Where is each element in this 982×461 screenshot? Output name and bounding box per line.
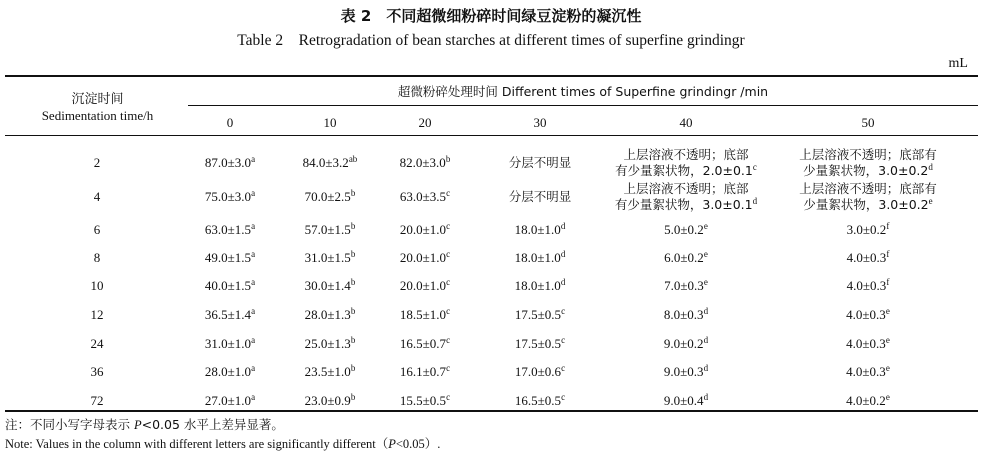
cell-line [480, 278, 600, 294]
cell-value: 16.5±0.7 [399, 336, 447, 351]
cell-line [776, 163, 961, 179]
significance-letter: b [350, 335, 356, 345]
cell-line [776, 147, 961, 163]
cell-line [275, 222, 385, 238]
cell-value: 16.5±0.5 [514, 393, 562, 408]
significance-letter: d [752, 196, 758, 206]
table-cell [275, 336, 385, 352]
cell-value: 17.5±0.5 [514, 307, 562, 322]
cell-line [275, 364, 385, 380]
table-cell [275, 278, 385, 294]
table-cell [480, 278, 600, 294]
cell-line [375, 336, 475, 352]
row-time-36h: 36 [90, 364, 104, 379]
table-cell [776, 364, 961, 380]
table-cell [375, 336, 475, 352]
cell-value: 20.0±1.0 [399, 278, 447, 293]
cell-line [375, 278, 475, 294]
cell-line [175, 336, 285, 352]
significance-letter: a [251, 363, 256, 373]
cell-line [375, 250, 475, 266]
cell-line [175, 250, 285, 266]
cell-line [776, 181, 961, 197]
significance-letter: d [560, 221, 566, 231]
cell-value: 4.0±0.3 [846, 336, 886, 351]
row-time-4h: 4 [93, 189, 101, 204]
table-cell [599, 250, 774, 266]
cell-value: 9.0±0.3 [663, 364, 704, 379]
significance-letter: f [886, 249, 890, 259]
table-cell [599, 147, 774, 179]
significance-letter: c [446, 188, 451, 198]
cell-line [599, 278, 774, 294]
table-cell [480, 189, 600, 205]
cell-value: 17.0±0.6 [514, 364, 562, 379]
significance-letter: e [885, 392, 890, 402]
cell-line [275, 393, 385, 409]
cell-value: 36.5±1.4 [204, 307, 252, 322]
cell-line [599, 393, 774, 409]
table-cell [375, 189, 475, 205]
table-cell [375, 278, 475, 294]
top-rule [5, 75, 978, 77]
cell-line [480, 393, 600, 409]
significance-letter: e [703, 249, 708, 259]
significance-letter: c [561, 335, 566, 345]
cell-value: 上层溶液不透明；底部有 [799, 181, 937, 196]
cell-value: 82.0±3.0 [399, 155, 446, 170]
cell-line [175, 278, 285, 294]
table-cell [175, 307, 285, 323]
table-cell [480, 307, 600, 323]
table-cell [599, 278, 774, 294]
table-cell [776, 250, 961, 266]
cell-value: 分层不明显 [508, 189, 572, 204]
table-cell [599, 181, 774, 213]
row-time-2h: 2 [93, 155, 101, 170]
table-cell [275, 155, 385, 171]
significance-letter: e [885, 306, 890, 316]
column-header-30-min: 30 [533, 115, 547, 130]
cell-value: 3.0±0.2 [846, 222, 887, 237]
table-cell [776, 278, 961, 294]
cell-line [599, 181, 774, 197]
cell-line [175, 189, 285, 205]
significance-letter: e [703, 277, 708, 287]
cell-value: 63.0±3.5 [399, 189, 447, 204]
note-en-prefix: Note: Values in the column with different letters are significantly different（ [5, 437, 389, 451]
row-time-12h: 12 [90, 307, 104, 322]
table-title-cn: 表 2 不同超微细粉碎时间绿豆淀粉的凝沉性 [340, 7, 642, 25]
cell-value: 30.0±1.4 [304, 278, 351, 293]
row-time-24h: 24 [90, 336, 104, 351]
cell-line [480, 364, 600, 380]
table-cell [175, 278, 285, 294]
cell-value: 25.0±1.3 [304, 336, 351, 351]
table-cell [776, 393, 961, 409]
cell-value: 15.5±0.5 [399, 393, 447, 408]
note-en [5, 436, 440, 452]
significance-letter: b [350, 306, 356, 316]
grinding-time-header [188, 84, 978, 100]
cell-value: 少量絮状物，3.0±0.2 [803, 197, 929, 212]
cell-value: 上层溶液不透明；底部 [623, 181, 749, 196]
significance-letter: d [560, 249, 566, 259]
table-cell [599, 364, 774, 380]
cell-line [776, 278, 961, 294]
cell-line [375, 307, 475, 323]
significance-letter: d [703, 306, 709, 316]
table-cell [275, 250, 385, 266]
significance-letter: d [703, 392, 709, 402]
row-time-10h: 10 [90, 278, 104, 293]
cell-value: 31.0±1.0 [204, 336, 252, 351]
cell-line [599, 250, 774, 266]
significance-letter: b [350, 277, 356, 287]
row-time-8h: 8 [93, 250, 101, 265]
cell-line [480, 222, 600, 238]
significance-letter: c [446, 335, 451, 345]
cell-value: 4.0±0.3 [846, 307, 886, 322]
column-header-40-min: 40 [679, 115, 693, 130]
cell-value: 84.0±3.2 [302, 155, 349, 170]
table-cell [275, 189, 385, 205]
significance-letter: c [446, 221, 451, 231]
significance-letter: a [251, 249, 256, 259]
cell-line [375, 222, 475, 238]
significance-letter: b [350, 392, 356, 402]
table-cell [275, 364, 385, 380]
cell-line [599, 163, 774, 179]
cell-line [776, 336, 961, 352]
significance-letter: d [703, 335, 709, 345]
significance-letter: e [885, 363, 890, 373]
cell-line [480, 189, 600, 205]
table-cell [480, 250, 600, 266]
table-cell [776, 181, 961, 213]
cell-value: 23.0±0.9 [304, 393, 351, 408]
sedimentation-header-cn: 沉淀时间 [71, 92, 124, 107]
table-cell [175, 250, 285, 266]
table-cell [175, 222, 285, 238]
cell-value: 23.5±1.0 [304, 364, 351, 379]
header-rule [5, 135, 978, 136]
table-cell [375, 307, 475, 323]
cell-value: 40.0±1.5 [204, 278, 252, 293]
cell-line [599, 307, 774, 323]
cell-value: 上层溶液不透明；底部有 [799, 147, 937, 162]
cell-value: 28.0±1.0 [204, 364, 252, 379]
significance-letter: c [752, 162, 757, 172]
table-cell [175, 336, 285, 352]
cell-line [275, 307, 385, 323]
table-cell [375, 250, 475, 266]
table-cell [375, 364, 475, 380]
cell-value: 18.0±1.0 [514, 278, 561, 293]
cell-value: 75.0±3.0 [204, 189, 252, 204]
significance-letter: d [928, 162, 933, 172]
cell-value: 63.0±1.5 [204, 222, 252, 237]
table-cell [175, 364, 285, 380]
cell-line [275, 278, 385, 294]
column-header-50-min: 50 [861, 115, 875, 130]
significance-letter: b [350, 249, 356, 259]
significance-letter: a [251, 188, 256, 198]
group-header-rule [188, 105, 978, 106]
significance-letter: a [251, 392, 256, 402]
table-cell [375, 155, 475, 171]
cell-value: 4.0±0.3 [846, 278, 887, 293]
table-cell [599, 307, 774, 323]
cell-line [776, 250, 961, 266]
significance-letter: c [446, 277, 451, 287]
table-cell [480, 364, 600, 380]
row-time-72h: 72 [90, 393, 104, 408]
cell-value: 49.0±1.5 [204, 250, 252, 265]
table-cell [599, 393, 774, 409]
cell-line [275, 336, 385, 352]
column-header-0-min: 0 [226, 115, 234, 130]
cell-value: 31.0±1.5 [304, 250, 351, 265]
sedimentation-header-en: Sedimentation time/h [41, 108, 154, 123]
cell-value: 17.5±0.5 [514, 336, 562, 351]
cell-line [480, 250, 600, 266]
unit-label: mL [948, 56, 968, 71]
significance-letter: d [560, 277, 566, 287]
note-cn [5, 417, 284, 433]
table-cell [375, 393, 475, 409]
cell-value: 7.0±0.3 [664, 278, 704, 293]
table-cell [776, 222, 961, 238]
cell-line [599, 197, 774, 213]
cell-value: 20.0±1.0 [399, 250, 447, 265]
table-cell [175, 393, 285, 409]
table-cell [776, 307, 961, 323]
significance-letter: c [446, 392, 451, 402]
table-cell [599, 222, 774, 238]
significance-letter: c [446, 249, 451, 259]
cell-line [175, 222, 285, 238]
table-cell [480, 393, 600, 409]
row-time-6h: 6 [93, 222, 101, 237]
cell-value: 28.0±1.3 [304, 307, 351, 322]
cell-value: 分层不明显 [508, 155, 572, 170]
table-cell [175, 189, 285, 205]
cell-line [175, 393, 285, 409]
cell-line [599, 147, 774, 163]
significance-letter: d [703, 363, 709, 373]
cell-value: 18.0±1.0 [514, 222, 561, 237]
significance-letter: b [350, 188, 356, 198]
cell-line [776, 393, 961, 409]
cell-value: 8.0±0.3 [663, 307, 704, 322]
cell-line [375, 155, 475, 171]
table-cell [275, 307, 385, 323]
column-header-10-min: 10 [323, 115, 337, 130]
significance-letter: c [561, 363, 566, 373]
cell-value: 87.0±3.0 [204, 155, 252, 170]
cell-line [375, 189, 475, 205]
cell-line [275, 189, 385, 205]
table-cell [175, 155, 285, 171]
cell-value: 9.0±0.4 [663, 393, 704, 408]
cell-value: 4.0±0.2 [846, 393, 886, 408]
cell-line [375, 393, 475, 409]
cell-line [375, 364, 475, 380]
column-header-20-min: 20 [418, 115, 432, 130]
significance-letter: f [886, 277, 890, 287]
note-cn-p: P [133, 418, 142, 432]
table-cell [275, 222, 385, 238]
significance-letter: c [446, 306, 451, 316]
significance-letter: ab [348, 154, 358, 164]
significance-letter: a [251, 221, 256, 231]
cell-line [175, 155, 285, 171]
significance-letter: e [928, 196, 933, 206]
cell-line [599, 364, 774, 380]
note-en-p: P [388, 437, 396, 451]
cell-line [480, 307, 600, 323]
note-cn-prefix: 注：不同小写字母表示 [5, 417, 134, 432]
significance-letter: c [561, 306, 566, 316]
significance-letter: b [445, 154, 451, 164]
note-en-suffix: <0.05）. [395, 437, 441, 451]
significance-letter: a [251, 335, 256, 345]
cell-value: 少量絮状物，3.0±0.2 [803, 163, 929, 178]
significance-letter: a [251, 277, 256, 287]
cell-value: 20.0±1.0 [399, 222, 447, 237]
cell-line [480, 155, 600, 171]
cell-line [776, 364, 961, 380]
cell-line [275, 155, 385, 171]
cell-value: 70.0±2.5 [304, 189, 351, 204]
table-cell [776, 147, 961, 179]
cell-value: 4.0±0.3 [846, 250, 887, 265]
cell-value: 18.0±1.0 [514, 250, 561, 265]
cell-value: 57.0±1.5 [304, 222, 351, 237]
significance-letter: a [251, 306, 256, 316]
table-cell [480, 336, 600, 352]
table-cell [480, 222, 600, 238]
table-cell [776, 336, 961, 352]
significance-letter: b [350, 221, 356, 231]
cell-value: 有少量絮状物，2.0±0.1 [615, 163, 753, 178]
cell-value: 5.0±0.2 [664, 222, 704, 237]
significance-letter: e [885, 335, 890, 345]
cell-line [776, 197, 961, 213]
significance-letter: e [703, 221, 708, 231]
table-title-en: Table 2 Retrogradation of bean starches at different times of superfine grindingr [237, 32, 745, 49]
cell-line [480, 336, 600, 352]
cell-value: 4.0±0.3 [846, 364, 886, 379]
significance-letter: a [251, 154, 256, 164]
cell-value: 6.0±0.2 [664, 250, 704, 265]
significance-letter: f [886, 221, 890, 231]
cell-value: 9.0±0.2 [663, 336, 704, 351]
bottom-rule [5, 410, 978, 412]
table-cell [375, 222, 475, 238]
table-cell [599, 336, 774, 352]
cell-value: 18.5±1.0 [399, 307, 447, 322]
cell-line [175, 307, 285, 323]
cell-value: 16.1±0.7 [399, 364, 447, 379]
cell-line [599, 336, 774, 352]
cell-line [175, 364, 285, 380]
cell-value: 上层溶液不透明；底部 [623, 147, 749, 162]
table-cell [480, 155, 600, 171]
cell-line [776, 222, 961, 238]
cell-value: 有少量絮状物，3.0±0.1 [614, 197, 753, 212]
cell-line [599, 222, 774, 238]
cell-line [275, 250, 385, 266]
significance-letter: c [561, 392, 566, 402]
significance-letter: b [350, 363, 356, 373]
significance-letter: c [446, 363, 451, 373]
table-cell [275, 393, 385, 409]
grinding-time-header-label: 超微粉碎处理时间 Different times of Superfine grindingr /min [397, 84, 769, 99]
note-cn-suffix: <0.05 水平上差异显著。 [141, 417, 284, 432]
cell-line [776, 307, 961, 323]
cell-value: 27.0±1.0 [204, 393, 252, 408]
